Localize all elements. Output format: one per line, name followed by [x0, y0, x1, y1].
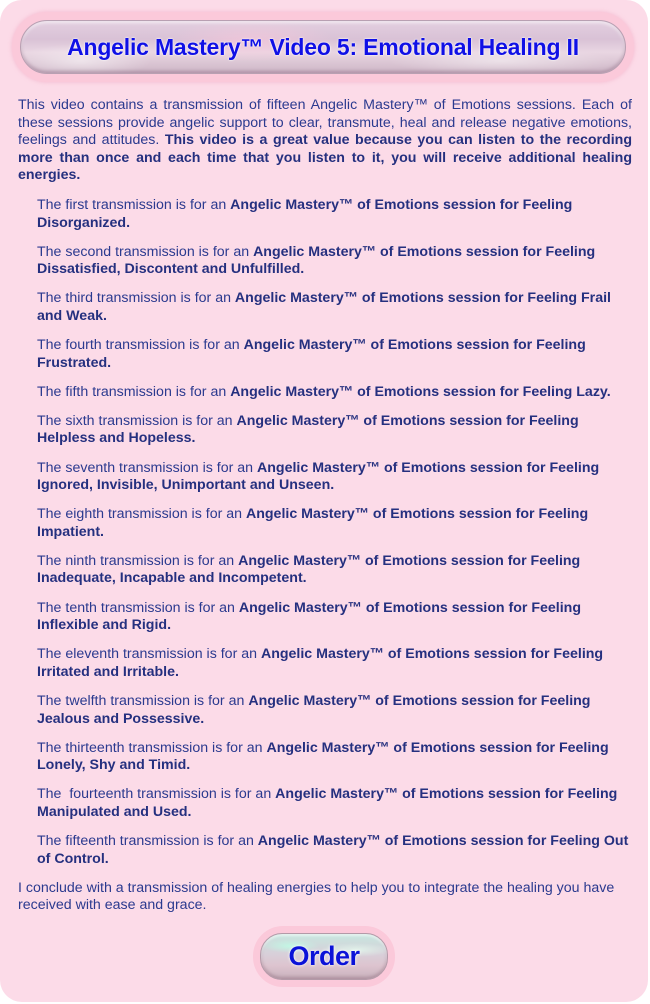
transmission-item	[37, 244, 632, 279]
transmission-item	[37, 646, 632, 681]
transmission-item	[37, 337, 632, 372]
transmission-lead: The third transmission is for an	[37, 290, 235, 307]
transmission-item	[37, 384, 632, 402]
title-banner-plate	[20, 20, 626, 74]
order-button-frame	[253, 926, 395, 987]
order-button[interactable]	[260, 933, 388, 980]
transmission-item	[37, 413, 632, 448]
transmission-item	[37, 197, 632, 232]
page-title: Angelic Mastery™ Video 5: Emotional Healing II	[67, 33, 579, 60]
description-content	[18, 97, 632, 915]
transmission-lead: The ninth transmission is for an	[37, 552, 239, 569]
transmission-item	[37, 600, 632, 635]
transmission-session: Angelic Mastery™ of Emotions session for Feeling Helpless and Hopeless.	[37, 412, 579, 447]
transmission-session: Angelic Mastery™ of Emotions session for Feeling Inadequate, Incapable and Incompetent.	[37, 552, 581, 587]
title-banner	[12, 12, 634, 82]
transmission-session: Angelic Mastery™ of Emotions session for Feeling Dissatisfied, Discontent and Unfulfilled.	[37, 243, 596, 278]
transmission-item	[37, 693, 632, 728]
transmission-lead: The eleventh transmission is for an	[37, 646, 261, 663]
transmission-lead: The fifteenth transmission is for an	[37, 833, 258, 849]
transmission-session: Angelic Mastery™ of Emotions session for Feeling Frail and Weak.	[37, 290, 611, 324]
conclusion-paragraph: I conclude with a transmission of healing energies to help you to integrate the healing you have received with ease and grace.	[18, 879, 615, 914]
transmission-lead: The fifth transmission is for an	[37, 383, 231, 400]
transmission-lead: The seventh transmission is for an	[37, 459, 258, 476]
transmission-session: Angelic Mastery™ of Emotions session for Feeling Inflexible and Rigid.	[37, 599, 582, 634]
transmission-session: Angelic Mastery™ of Emotions session for Feeling Out of Control.	[37, 833, 629, 867]
transmission-session: Angelic Mastery™ of Emotions session for Feeling Lazy.	[230, 383, 611, 400]
transmission-session: Angelic Mastery™ of Emotions session for Feeling Disorganized.	[37, 196, 573, 231]
transmission-item	[37, 506, 632, 541]
intro-text: This video contains a transmission of fifteen Angelic Mastery™ of Emotions sessions. Each of these sessions provide angelic support to clear, transmute, heal and release negative emotions, feelings and attitudes.	[18, 97, 632, 149]
transmission-lead: The sixth transmission is for an	[37, 412, 237, 429]
transmission-item	[37, 833, 632, 868]
transmission-lead: The fourteenth transmission is for an	[37, 786, 276, 803]
transmission-list	[18, 197, 632, 868]
transmission-session: Angelic Mastery™ of Emotions session for Feeling Jealous and Possessive.	[37, 692, 591, 727]
transmission-lead: The first transmission is for an	[37, 196, 231, 213]
transmission-lead: The thirteenth transmission is for an	[37, 739, 267, 756]
transmission-item	[37, 290, 632, 325]
transmission-lead: The eighth transmission is for an	[37, 506, 246, 523]
intro-bold-text: This video is a great value because you can listen to the recording more than once and each time that you listen to it, you will receive additional healing energies.	[18, 132, 632, 184]
transmission-session: Angelic Mastery™ of Emotions session for Feeling Impatient.	[37, 506, 589, 540]
transmission-lead: The twelfth transmission is for an	[37, 692, 249, 709]
transmission-session: Angelic Mastery™ of Emotions session for Feeling Frustrated.	[37, 337, 586, 371]
transmission-item	[37, 740, 632, 775]
transmission-session: Angelic Mastery™ of Emotions session for Feeling Manipulated and Used.	[37, 786, 622, 820]
transmission-item	[37, 553, 632, 588]
intro-paragraph	[18, 97, 632, 185]
transmission-lead: The tenth transmission is for an	[37, 599, 239, 616]
order-button-label: Order	[288, 941, 360, 971]
transmission-item	[37, 460, 632, 495]
transmission-lead: The second transmission is for an	[37, 243, 254, 260]
transmission-lead: The fourth transmission is for an	[37, 337, 244, 354]
transmission-session: Angelic Mastery™ of Emotions session for Feeling Irritated and Irritable.	[37, 646, 604, 680]
transmission-session: Angelic Mastery™ of Emotions session for Feeling Ignored, Invisible, Unimportant and Unseen.	[37, 459, 600, 494]
transmission-session: Angelic Mastery™ of Emotions session for Feeling Lonely, Shy and Timid.	[37, 739, 609, 774]
transmission-item	[37, 786, 632, 821]
